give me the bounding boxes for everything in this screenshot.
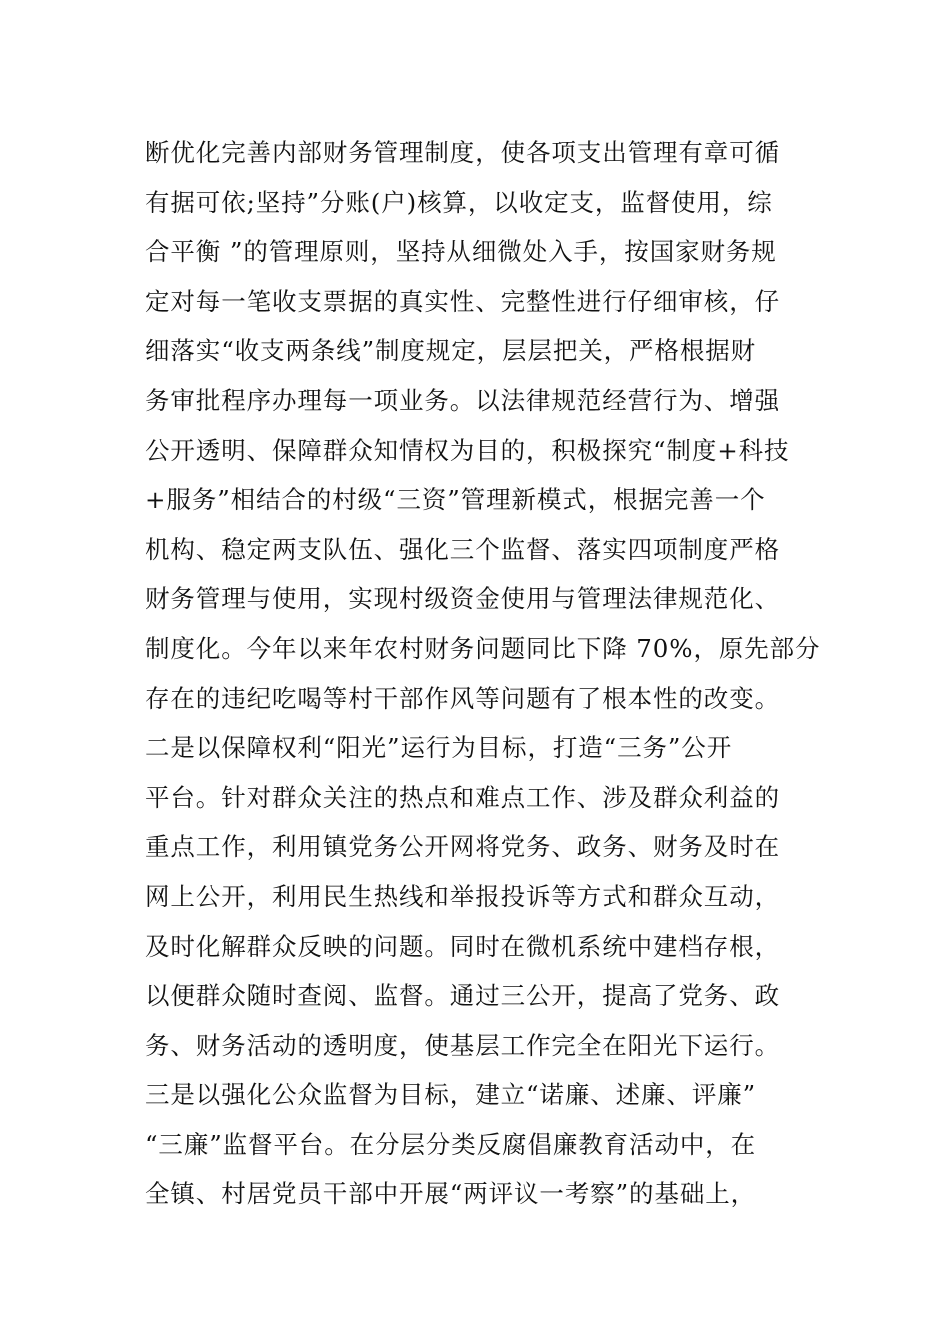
text-line: 断优化完善内部财务管理制度，使各项支出管理有章可循 [145,138,780,167]
text-line: 细落实“收支两条线”制度规定，层层把关，严格根据财 [145,336,757,366]
text-line: 定对每一笔收支票据的真实性、完整性进行仔细审核，仔 [145,286,780,316]
text-line: 合平衡 ”的管理原则，坚持从细微处入手，按国家财务规 [145,237,777,267]
text-line: 务、财务活动的透明度，使基层工作完全在阳光下运行。 [145,1030,780,1060]
text-line: 二是以保障权利“阳光”运行为目标，打造“三务”公开 [145,733,733,763]
text-line: 制度化。今年以来年农村财务问题同比下降 70%，原先部分 [145,633,821,663]
text-line: 网上公开，利用民生热线和举报投诉等方式和群众互动， [145,881,780,911]
text-line: 以便群众随时查阅、监督。通过三公开，提高了党务、政 [145,981,780,1011]
text-line: +服务”相结合的村级“三资”管理新模式，根据完善一个 [145,485,766,515]
text-line: 财务管理与使用，实现村级资金使用与管理法律规范化、 [145,584,780,614]
text-line: 机构、稳定两支队伍、强化三个监督、落实四项制度严格 [145,534,780,564]
body-text [145,128,821,1219]
text-line: 全镇、村居党员干部中开展“两评议一考察”的基础上， [145,1179,757,1209]
text-line: “三廉”监督平台。在分层分类反腐倡廉教育活动中，在 [145,1129,757,1159]
text-line: 三是以强化公众监督为目标，建立“诺廉、述廉、评廉” [145,1080,757,1110]
text-line: 存在的违纪吃喝等村干部作风等问题有了根本性的改变。 [145,683,780,713]
text-line: 平台。针对群众关注的热点和难点工作、涉及群众利益的 [145,782,780,812]
text-line: 公开透明、保障群众知情权为目的，积极探究“制度+科技 [145,435,790,465]
text-line: 重点工作，利用镇党务公开网将党务、政务、财务及时在 [145,832,780,862]
text-line: 及时化解群众反映的问题。同时在微机系统中建档存根， [145,931,780,961]
text-line: 有据可依;坚持”分账(户)核算，以收定支，监督使用，综 [145,187,773,217]
text-line: 务审批程序办理每一项业务。以法律规范经营行为、增强 [145,385,780,415]
